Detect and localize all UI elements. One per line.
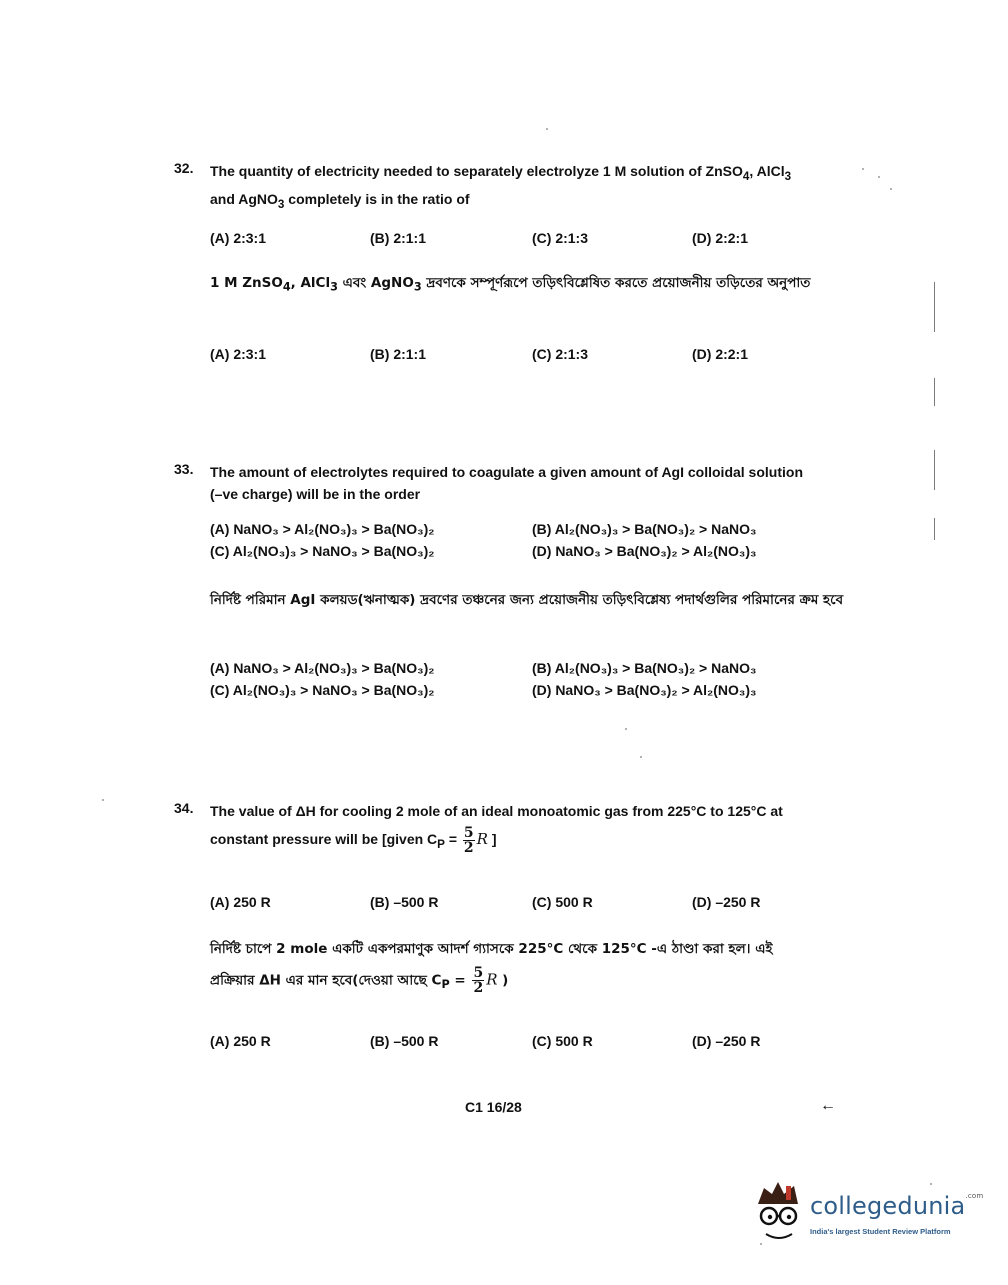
speck [890, 188, 892, 190]
collegedunia-logo[interactable] [752, 1178, 982, 1250]
speck [878, 176, 880, 178]
speck [930, 1183, 932, 1185]
speck [862, 168, 864, 170]
option-d[interactable]: (D) NaNO₃ > Ba(NO₃)₂ > Al₂(NO₃)₃ [532, 682, 757, 698]
fraction: $\frac{5}{2}$ [463, 825, 474, 856]
option-a[interactable]: (A) 2:3:1 [210, 230, 267, 246]
margin-mark [934, 450, 935, 490]
option-c[interactable]: (C) 2:1:3 [532, 346, 589, 362]
question-text-en: The quantity of electricity needed to separately electrolyze 1 M solution of ZnSO$_4$, AlCl$_3$ and AgNO$_3$ completely is in the ratio of [210, 163, 792, 211]
option-d[interactable]: (D) 2:2:1 [692, 230, 749, 246]
option-a[interactable]: (A) NaNO₃ > Al₂(NO₃)₃ > Ba(NO₃)₂ [210, 660, 435, 676]
option-b[interactable]: (B) –500 R [370, 1033, 439, 1049]
page-number: C1 16/28 [465, 1099, 522, 1115]
option-d[interactable]: (D) –250 R [692, 894, 761, 910]
options-en [210, 230, 850, 252]
question-text-en-line2: constant pressure will be [given $C_P$ = $\frac{5}{2}$ R ] [210, 825, 497, 856]
logo-tagline: India's largest Student Review Platform [810, 1227, 951, 1236]
option-b[interactable]: (B) Al₂(NO₃)₃ > Ba(NO₃)₂ > NaNO₃ [532, 521, 757, 537]
options-en [210, 894, 850, 916]
speck [102, 799, 104, 801]
option-d[interactable]: (D) 2:2:1 [692, 346, 749, 362]
option-c[interactable]: (C) Al₂(NO₃)₃ > NaNO₃ > Ba(NO₃)₂ [210, 682, 435, 698]
margin-mark [934, 378, 935, 406]
question-text-en: The amount of electrolytes required to coagulate a given amount of AgI colloidal solution (–ve charge) will be in the order [210, 464, 803, 502]
speck [760, 1243, 762, 1245]
fraction: $\frac{5}{2}$ [473, 965, 484, 996]
option-b[interactable]: (B) 2:1:1 [370, 346, 427, 362]
option-d[interactable]: (D) –250 R [692, 1033, 761, 1049]
margin-mark [934, 518, 935, 540]
question-text-bn: নির্দিষ্ট চাপে 2 mole একটি একপরমাণুক আদর্শ গ্যাসকে 225°C থেকে 125°C -এ ঠাণ্ডা করা হল। এই [210, 941, 773, 957]
option-a[interactable]: (A) NaNO₃ > Al₂(NO₃)₃ > Ba(NO₃)₂ [210, 521, 435, 537]
question-text-bn: 1 M ZnSO$_4$, AlCl$_3$ এবং AgNO$_3$ দ্রবণকে সম্পূর্ণরূপে তড়িৎবিশ্লেষিত করতে প্রয়োজনীয় তড়িতের অনুপাত [210, 275, 811, 294]
option-c[interactable]: (C) 500 R [532, 894, 593, 910]
option-a[interactable]: (A) 250 R [210, 894, 271, 910]
option-c[interactable]: (C) 2:1:3 [532, 230, 589, 246]
question-text-bn: নির্দিষ্ট পরিমান AgI কলয়ড(ঋনাত্মক) দ্রবণের তঞ্চনের জন্য প্রয়োজনীয় তড়িৎবিশ্লেষ্য পদার্থগুলির পরিমানের ক্রম হবে [210, 592, 844, 608]
option-b[interactable]: (B) Al₂(NO₃)₃ > Ba(NO₃)₂ > NaNO₃ [532, 660, 757, 676]
option-d[interactable]: (D) NaNO₃ > Ba(NO₃)₂ > Al₂(NO₃)₃ [532, 543, 757, 559]
option-c[interactable]: (C) 500 R [532, 1033, 593, 1049]
option-b[interactable]: (B) 2:1:1 [370, 230, 427, 246]
margin-mark [934, 282, 935, 332]
student-mascot-icon [752, 1178, 808, 1250]
question-text-bn-line2: প্রক্রিয়ার ΔH এর মান হবে(দেওয়া আছে $C_P$ = $\frac{5}{2}$ R ) [210, 965, 509, 996]
option-c[interactable]: (C) Al₂(NO₃)₃ > NaNO₃ > Ba(NO₃)₂ [210, 543, 435, 559]
option-b[interactable]: (B) –500 R [370, 894, 439, 910]
question-number: 33. [174, 461, 194, 477]
speck [546, 128, 548, 130]
question-number: 34. [174, 800, 194, 816]
option-a[interactable]: (A) 250 R [210, 1033, 271, 1049]
question-text-en: The value of ΔH for cooling 2 mole of an ideal monoatomic gas from 225°C to 125°C at [210, 803, 783, 819]
logo-wordmark: collegedunia$^{.com}$ [810, 1192, 984, 1220]
question-number: 32. [174, 160, 194, 176]
options-bn [210, 1033, 850, 1055]
option-a[interactable]: (A) 2:3:1 [210, 346, 267, 362]
options-bn [210, 346, 850, 368]
options-bn [210, 660, 850, 704]
speck [625, 728, 627, 730]
options-en [210, 521, 850, 565]
speck [640, 756, 642, 758]
arrow-left-icon: ← [820, 1097, 836, 1114]
